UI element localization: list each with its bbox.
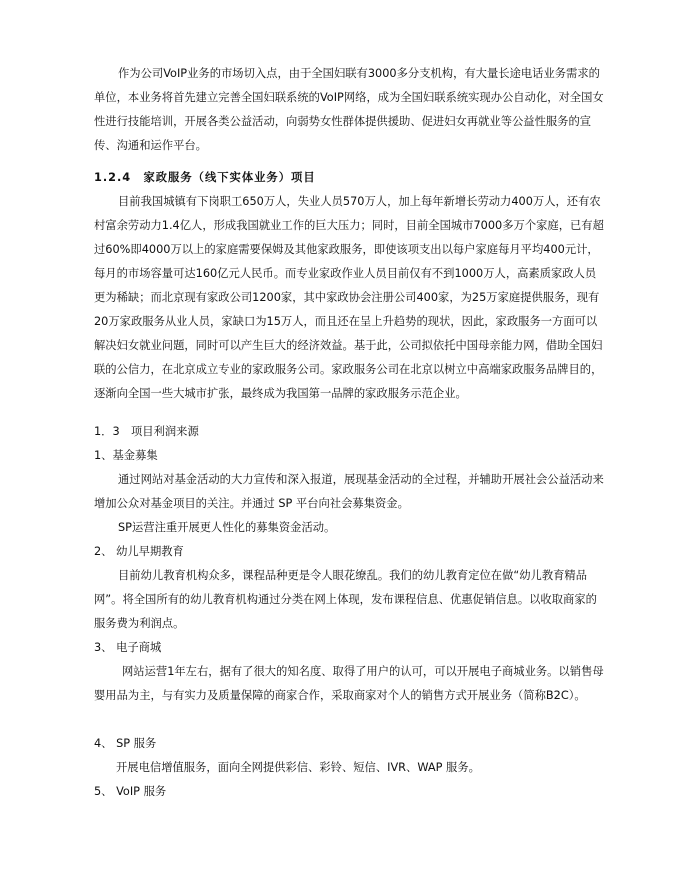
intro-paragraph: 作为公司VoIP业务的市场切入点，由于全国妇联有3000多分支机构，有大量长途电话业务需求的单位，本业务将首先建立完善全国妇联系统的VoIP网络，成为全国妇联系统实现办公自动化，对全国女性进行技能培训，开展各类公益活动，向弱势女性群体提供援助、促进妇女再就业等公益性服务的宣传、沟通和运作平台。 xyxy=(94,67,604,152)
list-item-title: 4、 SP 服务 xyxy=(94,737,157,750)
list-item-title: 2、 幼儿早期教育 xyxy=(94,545,184,558)
list-item-paragraph: 开展电信增值服务，面向全网提供彩信、彩铃、短信、IVR、WAP 服务。 xyxy=(116,761,480,774)
list-item-paragraph: 通过网站对基金活动的大力宣传和深入报道，展现基金活动的全过程，并辅助开展社会公益活动来增加公众对基金项目的关注。并通过 SP 平台向社会募集资金。 xyxy=(94,473,604,510)
list-item-title: 1、基金募集 xyxy=(94,449,158,462)
list-item-paragraph: 网站运营1年左右，据有了很大的知名度、取得了用户的认可，可以开展电子商城业务。以销售母婴用品为主，与有实力及质量保障的商家合作，采取商家对个人的销售方式开展业务（简称B2C）。 xyxy=(94,665,604,702)
list-item-title: 3、 电子商城 xyxy=(94,641,162,654)
section-heading-1-3: 1．3 项目利润来源 xyxy=(94,425,199,438)
list-item-paragraph: 目前幼儿教育机构众多，课程品种更是令人眼花缭乱。我们的幼儿教育定位在做“幼儿教育精品网”。将全国所有的幼儿教育机构通过分类在网上体现，发布课程信息、优惠促销信息。以收取商家的服务费为利润点。 xyxy=(94,569,597,630)
section-heading-1-2-4: 1.2.4 家政服务（线下实体业务）项目 xyxy=(94,171,316,184)
list-item-title: 5、 VoIP 服务 xyxy=(94,785,167,798)
list-item-paragraph: SP运营注重开展更人性化的募集资金活动。 xyxy=(118,521,336,534)
section-1-2-4-paragraph: 目前我国城镇有下岗职工650万人，失业人员570万人，加上每年新增长劳动力400万人，还有农村富余劳动力1.4亿人，形成我国就业工作的巨大压力；同时，目前全国城市7000多万个家庭，已有超过60%即4000万以上的家庭需要保姆及其他家政服务，即使该项支出以每户家庭每月平均400元计，每月的市场容量可达160亿元人民币。而专业家政作业人员目前仅有不到1000万人，高素质家政人员更为稀缺；而北京现有家政公司1200家，其中家政协会注册公司400家，为25万家庭提供服务，现有20万家政服务从业人员，家缺口为15万人，而且还在呈上升趋势的现状，因此，家政服务一方面可以解决妇女就业问题，同时可以产生巨大的经济效益。基于此，公司拟依托中国母亲能力网，借助全国妇联的公信力，在北京成立专业的家政服务公司。家政服务公司在北京以树立中高端家政服务品牌目的，逐渐向全国一些大城市扩张，最终成为我国第一品牌的家政服务示范企业。 xyxy=(94,195,604,400)
